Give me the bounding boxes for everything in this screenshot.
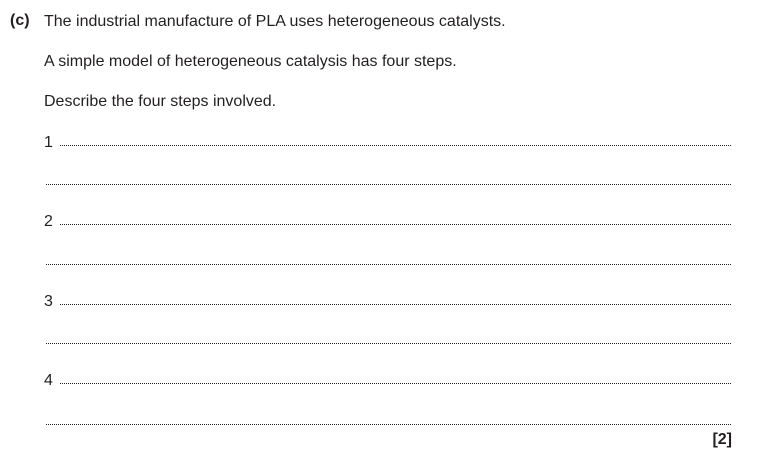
answer-line[interactable]	[60, 383, 731, 384]
marks-allocation: [2]	[712, 431, 732, 448]
answer-line[interactable]	[46, 424, 731, 425]
question-part-label: (c)	[10, 12, 30, 29]
step-number: 3	[44, 293, 53, 310]
answer-line[interactable]	[60, 224, 731, 225]
step-number: 2	[44, 213, 53, 230]
answer-line[interactable]	[60, 304, 731, 305]
answer-line[interactable]	[46, 264, 731, 265]
answer-line[interactable]	[60, 145, 731, 146]
step-number: 4	[44, 372, 53, 389]
answer-line[interactable]	[46, 184, 731, 185]
question-text-line: The industrial manufacture of PLA uses heterogeneous catalysts.	[44, 13, 506, 30]
question-text-line: A simple model of heterogeneous catalysis has four steps.	[44, 53, 457, 70]
answer-line[interactable]	[46, 343, 731, 344]
question-text-line: Describe the four steps involved.	[44, 93, 277, 110]
step-number: 1	[44, 134, 53, 151]
